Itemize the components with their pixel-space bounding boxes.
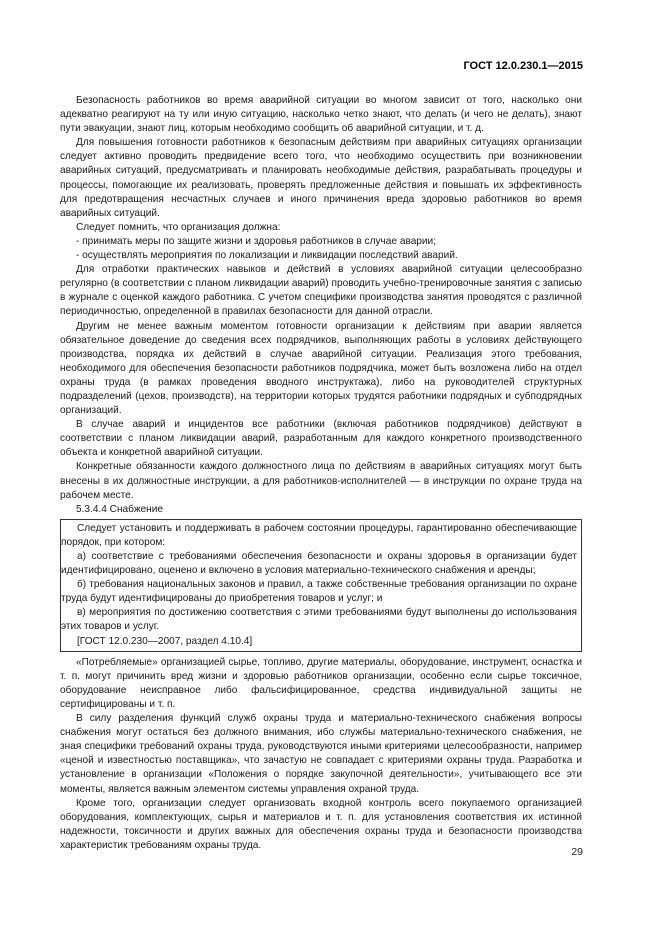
page-number: 29: [571, 846, 583, 858]
quoted-requirement-box: [60, 519, 582, 652]
page-body: [60, 94, 582, 853]
list-item-liquidate-consequences: - осуществлять мероприятия по локализации и ликвидации последствий аварий.: [76, 250, 458, 262]
section-heading-supply: 5.3.4.4 Снабжение: [76, 503, 164, 515]
paragraph-consumables: «Потребляемые» организацией сырье, топливо, другие материалы, оборудование, инструмент, оснастка и т. п. могут причинить вред жизни и здоровью работников организации, особенно если сырье токсичное, оборудование неисправное либо фальсифицированное, средства индивидуальной защиты не сертифицированы и т. п.: [60, 656, 582, 710]
paragraph-functions-split: В силу разделения функций служб охраны труда и материально-технического снабжения вопросы снабжения могут остаться без должного внимания, ибо службы материально-технического снабжения, не зная специфики требований охраны труда, руководствуются иными критериями целесообразности, например «ценой и известностью поставщика», что зачастую не совпадает с критериями охраны труда. Разработка и установление в организации «Положения о порядке закупочной деятельности», учитывающего все эти моменты, является важным элементом системы управления охраной труда.: [60, 713, 582, 795]
list-item-protect-workers: - принимать меры по защите жизни и здоровья работников в случае аварии;: [76, 235, 436, 247]
document-code-header: ГОСТ 12.0.230.1—2015: [463, 60, 583, 72]
paragraph-contractors: Другим не менее важным моментом готовности организации к действиям при аварии является обязательное доведение до сведения всех подрядчиков, выполняющих работы в условиях действующего производства, порядка их действий в случае аварийной ситуации. Реализация этого требования, необходимого для обеспечения безопасности работников подрядчика, может быть возложена либо на отдел охраны труда (в рамках проведения вводного инструктажа), либо на руководителей структурных подразделений (цехов, производств), на территории которых трудятся работники подрядных и субподрядных организаций.: [60, 320, 582, 417]
paragraph-organization-must: Следует помнить, что организация должна:: [76, 221, 281, 233]
box-intro: Следует установить и поддерживать в рабочем состоянии процедуры, гарантированно обеспечивающие порядок, при котором:: [61, 522, 577, 548]
paragraph-training: Для отработки практических навыков и действий в условиях аварийной ситуации целесообразно регулярно (в соответствии с планом ликвидации аварий) проводить учебно-тренировочные занятия с записью в журнале с оценкой каждого работника. С учетом специфики производства занятия проводятся с различной периодичностью, определенной в правилах безопасности для данной отрасли.: [60, 264, 582, 318]
box-item-a: а) соответствие с требованиями обеспечения безопасности и охраны здоровья в организации будет идентифицировано, оценено и включено в условия материально-технического снабжения и аренды;: [61, 551, 577, 577]
box-item-c: в) мероприятия по достижению соответствия с этими требованиями будут выполнены до использования этих товаров и услуг.: [61, 607, 577, 633]
paragraph-input-control: Кроме того, организации следует организовать входной контроль всего покупаемого организацией оборудования, комплектующих, сырья и материалов и т. п. для установления соответствия их истинной надежности, токсичности и других важных для обеспечения охраны труда и безопасности производства характеристик требованиям охраны труда.: [60, 797, 582, 851]
box-reference: [ГОСТ 12.0.230—2007, раздел 4.10.4]: [77, 635, 253, 647]
paragraph-preparedness: Для повышения готовности работников к безопасным действиям при аварийных ситуациях организации следует активно проводить предвидение всего того, что необходимо осуществить при возникновении аварийных ситуаций, предусматривать и планировать необходимые действия, разрабатывать процедуры и процессы, помогающие их реализовать, проверять предложенные действия и повышать их эффективность для предотвращения несчастных случаев и иного причинения вреда здоровью работников во время аварийных ситуаций.: [60, 137, 582, 219]
paragraph-emergency-safety: Безопасность работников во время аварийной ситуации во многом зависит от того, насколько они адекватно реагируют на ту или иную ситуацию, насколько четко знают, что делать (и чего не делать), знают пути эвакуации, знают лиц, которым необходимо сообщить об аварийной ситуации, и т. д.: [60, 95, 582, 135]
paragraph-incidents: В случае аварий и инцидентов все работники (включая работников подрядчиков) действуют в соответствии с планом ликвидации аварий, разработанным для каждого конкретного производственного объекта и конкретной аварийной ситуации.: [60, 419, 582, 459]
paragraph-duties: Конкретные обязанности каждого должностного лица по действиям в аварийных ситуациях могут быть внесены в их должностные инструкции, а для работников-исполнителей — в инструкции по охране труда на рабочем месте.: [60, 461, 582, 501]
box-item-b: б) требования национальных законов и правил, а также собственные требования организации по охране труда будут идентифицированы до приобретения товаров и услуг; и: [61, 579, 577, 605]
